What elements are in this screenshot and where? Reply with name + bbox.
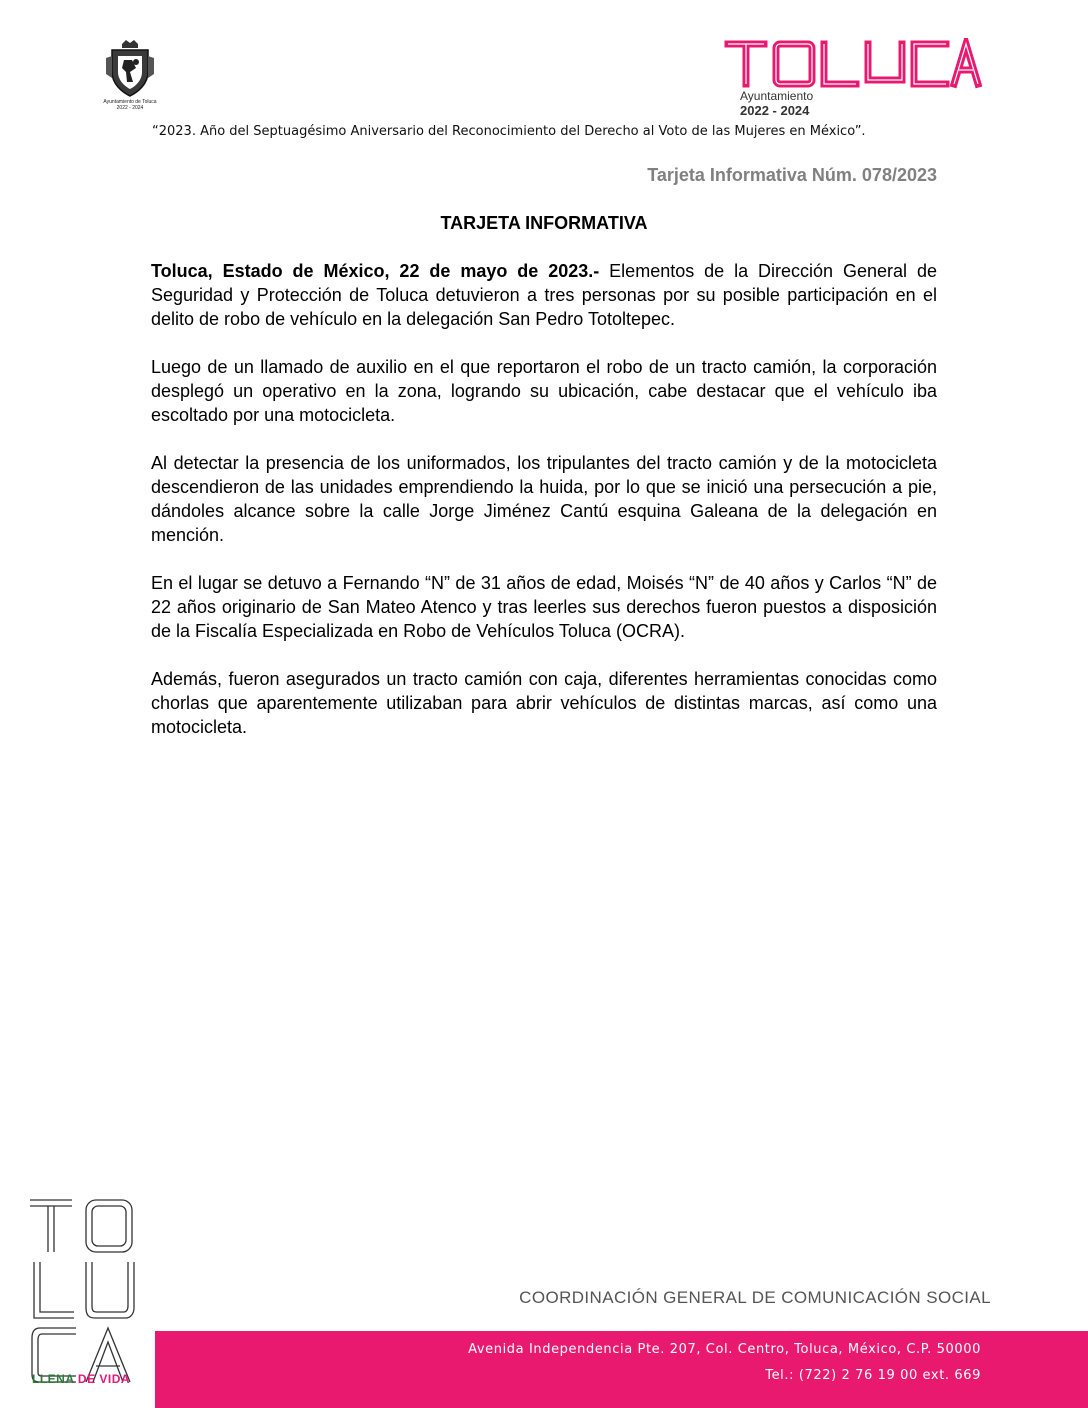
body-paragraph-4: En el lugar se detuvo a Fernando “N” de 31 años de edad, Moisés “N” de 40 años y Carlos “N” de 22 años originario de San Mateo Atenco y tras leerles sus derechos fueron puestos a disposición de la Fiscalía Especializada en Robo de Vehículos Toluca (OCRA).: [151, 573, 937, 641]
brand-subtitle: Ayuntamiento: [740, 89, 814, 103]
tagline-part-1: LLENA: [32, 1372, 75, 1386]
coat-of-arms-icon: [100, 38, 160, 98]
document-title: TARJETA INFORMATIVA: [440, 213, 648, 233]
tagline-part-3: VIDA: [99, 1372, 131, 1386]
official-motto: “2023. Año del Septuagésimo Aniversario del Reconocimiento del Derecho al Voto de las Mujeres en México”.: [152, 124, 866, 139]
municipal-seal-icon: [88, 38, 172, 122]
tagline-part-2: DE: [74, 1372, 100, 1386]
body-paragraph-5: Además, fueron asegurados un tracto camión con caja, diferentes herramientas conocidas como chorlas que aparentemente utilizaban para abrir vehículos de distintas marcas, así como una motocicleta.: [151, 669, 937, 737]
card-number: Tarjeta Informativa Núm. 078/2023: [647, 165, 937, 185]
document-body: [151, 259, 937, 739]
body-paragraph-3: Al detectar la presencia de los uniformados, los tripulantes del tracto camión y de la motocicleta descendieron de las unidades emprendiendo la huida, por lo que se inició una persecución a pie, dándoles alcance sobre la calle Jorge Jiménez Cantú esquina Galeana de la delegación en mención.: [151, 453, 937, 545]
llena-de-vida-tagline: [32, 1372, 130, 1386]
body-paragraph-2: Luego de un llamado de auxilio en el que reportaron el robo de un tracto camión, la corporación desplegó un operativo en la zona, logrando su ubicación, cabe destacar que el vehículo iba escoltado por una motocicleta.: [151, 357, 937, 425]
footer-address: Avenida Independencia Pte. 207, Col. Centro, Toluca, México, C.P. 50000: [468, 1342, 981, 1357]
paragraph-1-text: Elementos de la Dirección General de Seguridad y Protección de Toluca detuvieron a tres personas por su posible participación en el delito de robo de vehículo en la delegación San Pedro Totoltepec.: [151, 261, 937, 329]
toluca-stacked-logo-icon: [26, 1194, 142, 1390]
dateline: Toluca, Estado de México, 22 de mayo de 2023.-: [151, 261, 600, 281]
toluca-wordmark-icon: [724, 38, 984, 90]
seal-caption-line1: Ayuntamiento de Toluca: [103, 99, 157, 105]
seal-caption-line2: 2022 - 2024: [116, 105, 144, 111]
footer-phone: Tel.: (722) 2 76 19 00 ext. 669: [765, 1368, 981, 1383]
brand-years: 2022 - 2024: [740, 103, 810, 118]
seal-caption: [103, 99, 156, 111]
toluca-brand-logo: [724, 38, 984, 122]
department-name: COORDINACIÓN GENERAL DE COMUNICACIÓN SOCIAL: [519, 1288, 991, 1307]
body-paragraph-1: [151, 259, 937, 331]
